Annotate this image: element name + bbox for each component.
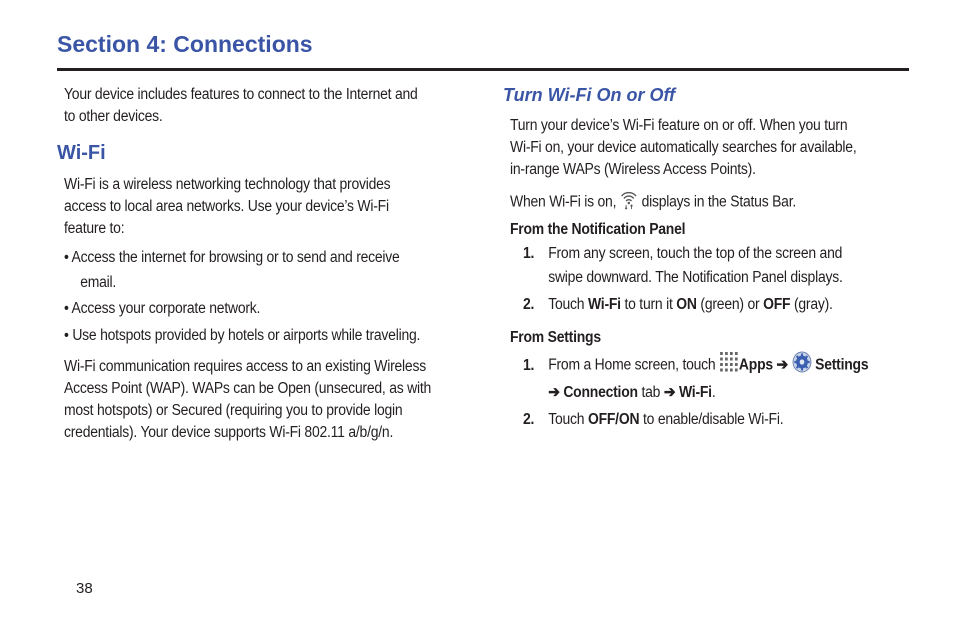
bullet-icon: •	[64, 249, 69, 266]
list-item	[523, 243, 843, 265]
bullet-list	[64, 247, 420, 347]
step-number: 2.	[523, 296, 535, 313]
bullet-text: email.	[80, 274, 117, 291]
turn-wifi-intro	[510, 115, 856, 181]
step-number: 1.	[523, 356, 535, 374]
step-text: OFF	[763, 296, 791, 313]
from-settings-heading: From Settings	[510, 329, 601, 346]
arrow-icon: ➔	[663, 384, 676, 401]
arrow-icon: ➔	[548, 384, 560, 401]
settings-steps	[523, 351, 868, 431]
step-text: Settings	[815, 356, 869, 374]
bullet-icon: •	[64, 300, 69, 317]
step-text: From any screen, touch the top of the screen and	[548, 245, 843, 262]
wifi-comm-line: most hotspots) or Secured (requiring you to provide login	[64, 402, 403, 419]
wifi-description	[64, 174, 390, 240]
intro-line: to other devices.	[64, 108, 163, 125]
step-text: ON	[676, 296, 697, 313]
page-title: Section 4: Connections	[57, 31, 313, 57]
status-text: When Wi-Fi is on,	[510, 193, 617, 211]
step-text: .	[711, 384, 716, 401]
bullet-text: Use hotspots provided by hotels or airports while traveling.	[72, 327, 421, 344]
settings-gear-icon	[792, 351, 812, 380]
step-text: Wi-Fi	[587, 296, 621, 313]
turn-wifi-line: Wi-Fi on, your device automatically searches for available,	[510, 139, 857, 156]
notification-panel-heading: From the Notification Panel	[510, 221, 686, 238]
page-number: 38	[76, 580, 93, 597]
wifi-comm-line: Access Point (WAP). WAPs can be Open (unsecured, as with	[64, 380, 432, 397]
step-text: tab	[641, 384, 661, 401]
list-item	[523, 351, 868, 380]
bullet-text: Access the internet for browsing or to send and receive	[71, 249, 400, 266]
turn-wifi-heading: Turn Wi-Fi On or Off	[503, 85, 676, 105]
step-text: to turn it	[624, 296, 673, 313]
list-item	[64, 247, 420, 269]
step-text: (green) or	[700, 296, 760, 313]
wifi-desc-line: Wi-Fi is a wireless networking technology that provides	[64, 176, 391, 193]
wifi-comm-paragraph	[64, 356, 431, 444]
intro-paragraph	[64, 84, 418, 128]
apps-grid-icon	[719, 351, 739, 380]
bullet-icon: •	[64, 327, 69, 344]
arrow-icon: ➔	[776, 356, 789, 374]
wifi-icon	[620, 188, 638, 217]
step-text: Touch	[548, 411, 585, 428]
status-bar-line	[510, 188, 796, 217]
step-text: From a Home screen, touch	[548, 356, 716, 374]
status-text: displays in the Status Bar.	[641, 193, 797, 211]
step-text: (gray).	[793, 296, 833, 313]
wifi-desc-line: access to local area networks. Use your device’s Wi-Fi	[64, 198, 389, 215]
wifi-comm-line: Wi-Fi communication requires access to an existing Wireless	[64, 358, 426, 375]
step-text: Apps	[738, 356, 773, 374]
step-text: OFF/ON	[587, 411, 640, 428]
list-item	[523, 294, 843, 316]
notification-steps	[523, 243, 843, 316]
step-number: 1.	[523, 245, 535, 262]
step-text: Connection	[563, 384, 638, 401]
step-text: swipe downward. The Notification Panel displays.	[548, 269, 843, 286]
turn-wifi-line: Turn your device’s Wi-Fi feature on or off. When you turn	[510, 117, 848, 134]
list-item	[523, 409, 868, 431]
list-item	[523, 382, 868, 404]
wifi-desc-line: feature to:	[64, 220, 125, 237]
step-text: Touch	[548, 296, 585, 313]
step-text: Wi-Fi	[678, 384, 712, 401]
list-item	[64, 325, 420, 347]
wifi-comm-line: credentials). Your device supports Wi-Fi 802.11 a/b/g/n.	[64, 424, 394, 441]
intro-line: Your device includes features to connect to the Internet and	[64, 86, 418, 103]
step-number: 2.	[523, 411, 535, 428]
turn-wifi-line: in-range WAPs (Wireless Access Points).	[510, 161, 756, 178]
wifi-heading: Wi-Fi	[57, 142, 106, 164]
title-divider	[57, 68, 909, 71]
step-text: to enable/disable Wi-Fi.	[642, 411, 784, 428]
list-item	[64, 298, 420, 320]
bullet-text: Access your corporate network.	[71, 300, 261, 317]
